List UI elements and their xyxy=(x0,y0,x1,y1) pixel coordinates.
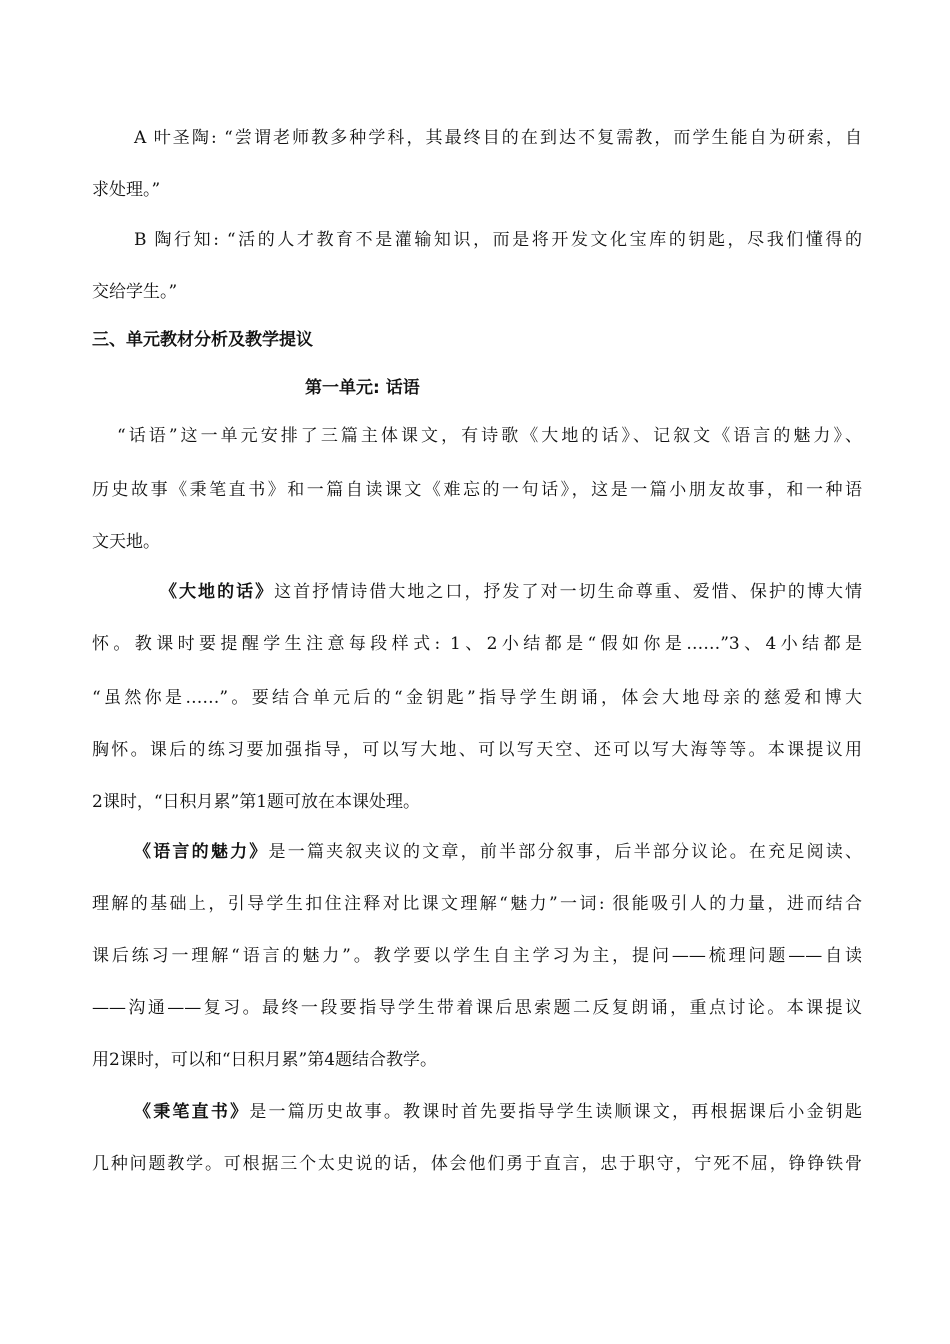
unit-title: 第一单元: 话语 xyxy=(305,378,420,398)
lesson1-line-3: “虽然你是……”。要结合单元后的“金钥匙”指导学生朗诵，体会大地母亲的慈爱和博大 xyxy=(92,688,862,708)
lesson1-line-1 xyxy=(160,580,862,604)
lesson3-line-2: 几种问题教学。可根据三个太史说的话，体会他们勇于直言，忠于职守，宁死不屈，铮铮铁骨 xyxy=(92,1154,862,1174)
quote-a-line-2: 求处理。” xyxy=(92,180,161,200)
intro-line-2: 历史故事《秉笔直书》和一篇自读课文《难忘的一句话》，这是一篇小朋友故事，和一种语 xyxy=(92,480,862,500)
lesson2-line-2: 理解的基础上，引导学生扣住注释对比课文理解“魅力”一词: 很能吸引人的力量，进而结合 xyxy=(92,894,862,914)
lesson1-title: 《大地的话》 xyxy=(160,582,275,602)
intro-line-3: 文天地。 xyxy=(92,532,160,552)
lesson2-line-1-text: 是一篇夹叙夹议的文章，前半部分叙事，后半部分议论。在充足阅读、 xyxy=(268,842,863,862)
lesson2-title: 《语言的魅力》 xyxy=(134,842,269,862)
lesson2-line-4: ——沟通——复习。最终一段要指导学生带着课后思索题二反复朗诵，重点讨论。本课提议 xyxy=(92,998,862,1018)
lesson3-line-1-text: 是一篇历史故事。教课时首先要指导学生读顺课文，再根据课后小金钥匙 xyxy=(249,1102,863,1122)
lesson1-line-1-text: 这首抒情诗借大地之口，抒发了对一切生命尊重、爱惜、保护的博大情 xyxy=(274,582,863,602)
lesson1-line-2: 怀。教课时要提醒学生注意每段样式: 1、2小结都是“假如你是……”3、4小结都是 xyxy=(92,634,862,654)
quote-b-line-1: B 陶行知: “活的人才教育不是灌输知识，而是将开发文化宝库的钥匙，尽我们懂得的 xyxy=(134,230,862,250)
quote-a-line-1: A 叶圣陶: “尝谓老师教多种学科，其最终目的在到达不复需教，而学生能自为研索，自 xyxy=(134,128,862,148)
quote-b-line-2: 交给学生。” xyxy=(92,282,178,302)
lesson2-line-5: 用2课时，可以和“日积月累”第4题结合教学。 xyxy=(92,1050,438,1070)
lesson3-line-1 xyxy=(134,1100,862,1124)
lesson3-title: 《秉笔直书》 xyxy=(134,1102,250,1122)
lesson2-line-3: 课后练习一理解“语言的魅力”。教学要以学生自主学习为主，提问——梳理问题——自读 xyxy=(92,946,862,966)
intro-line-1: “话语”这一单元安排了三篇主体课文，有诗歌《大地的话》、记叙文《语言的魅力》、 xyxy=(117,426,862,446)
lesson2-line-1 xyxy=(134,840,862,864)
lesson1-line-5: 2课时，“日积月累”第1题可放在本课处理。 xyxy=(92,792,421,812)
section-heading: 三、单元教材分析及教学提议 xyxy=(92,330,313,350)
lesson1-line-4: 胸怀。课后的练习要加强指导，可以写大地、可以写天空、还可以写大海等等。本课提议用 xyxy=(92,740,862,760)
